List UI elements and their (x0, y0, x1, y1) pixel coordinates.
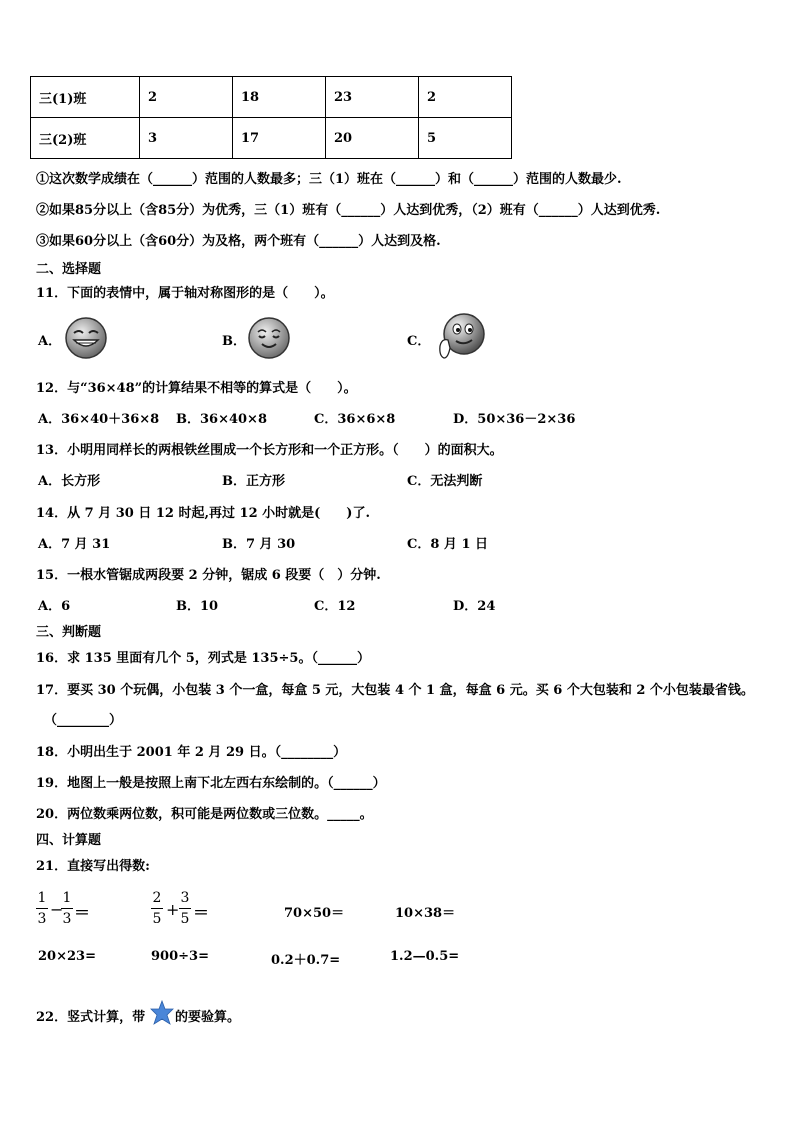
option-a: A．长方形 (38, 474, 101, 489)
answer-blank: （________） (44, 713, 123, 728)
table-question-2: ②如果85分以上（含85分）为优秀，三（1）班有（______）人达到优秀，（2）班有（______）人达到优秀. (36, 203, 661, 218)
fraction (151, 889, 163, 928)
denominator: 5 (180, 911, 190, 927)
question-18: 18．小明出生于 2001 年 2 月 29 日。（________） (36, 745, 347, 760)
numerator: 1 (37, 890, 47, 906)
table-cell: 三(1)班 (31, 77, 140, 118)
calc-item: 20×23= (38, 949, 96, 964)
fraction (179, 889, 191, 928)
grinning-face-icon (64, 316, 108, 364)
question-21: 21．直接写出得数: (36, 859, 150, 874)
question-11: 11．下面的表情中，属于轴对称图形的是（ ）。 (36, 286, 334, 301)
table-row (31, 77, 512, 118)
option-a: A．36×40＋36×8 (38, 412, 160, 427)
option-c: C．36×6×8 (314, 412, 396, 427)
section-title: 四、计算题 (36, 833, 102, 848)
table-cell: 三(2)班 (31, 118, 140, 159)
table-cell: 2 (419, 77, 512, 118)
score-table (30, 76, 512, 159)
question-16: 16．求 135 里面有几个 5，列式是 135÷5。（______） (36, 651, 370, 666)
option-a: A．7 月 31 (38, 537, 111, 552)
numerator: 1 (62, 890, 72, 906)
equals-sign: ＝ (74, 903, 91, 922)
table-cell: 2 (140, 77, 233, 118)
option-b: B．36×40×8 (176, 412, 268, 427)
calc-item: 900÷3= (151, 949, 209, 964)
denominator: 3 (62, 911, 72, 927)
table-cell: 17 (233, 118, 326, 159)
calc-item: 0.2＋0.7= (271, 953, 341, 968)
question-20: 20．两位数乘两位数，积可能是两位数或三位数。_____。 (36, 807, 373, 822)
equals-sign: ＝ (193, 903, 210, 922)
fraction (36, 889, 48, 928)
option-c: C．无法判断 (407, 474, 483, 489)
option-c: C．8 月 1 日 (407, 537, 489, 552)
fraction-bar (61, 908, 73, 909)
question-19: 19．地图上一般是按照上南下北左西右东绘制的。（______） (36, 776, 386, 791)
numerator: 2 (152, 890, 162, 906)
section-title: 三、判断题 (36, 625, 102, 640)
question-15: 15．一根水管锯成两段要 2 分钟，锯成 6 段要（ ）分钟. (36, 568, 381, 583)
calc-item: 10×38＝ (395, 906, 456, 921)
question-14: 14．从 7 月 30 日 12 时起,再过 12 小时就是( )了. (36, 506, 370, 521)
option-a: A． (38, 334, 62, 349)
fraction (61, 889, 73, 928)
numerator: 3 (180, 890, 190, 906)
table-question-1: ①这次数学成绩在（______）范围的人数最多；三（1）班在（______）和（______）范围的人数最少. (36, 172, 622, 187)
option-a: A．6 (38, 599, 71, 614)
option-b: B．7 月 30 (222, 537, 296, 552)
table-row (31, 118, 512, 159)
operator: + (166, 900, 180, 919)
smiling-face-icon (247, 316, 291, 364)
option-d: D．24 (453, 599, 496, 614)
calc-item: 1.2—0.5= (390, 949, 460, 964)
question-17: 17．要买 30 个玩偶，小包装 3 个一盒，每盒 5 元，大包装 4 个 1 盒，每盒 6 元。买 6 个大包装和 2 个小包装最省钱。 (36, 683, 754, 698)
table-cell: 20 (326, 118, 419, 159)
denominator: 5 (152, 911, 162, 927)
option-c: C． (407, 334, 431, 349)
question-22-prefix: 22．竖式计算，带 (36, 1010, 146, 1025)
table-cell: 5 (419, 118, 512, 159)
denominator: 3 (37, 911, 47, 927)
option-b: B．10 (176, 599, 219, 614)
calc-item: 70×50＝ (284, 906, 345, 921)
question-22-suffix: 的要验算。 (175, 1010, 241, 1025)
operator: − (50, 900, 64, 919)
table-cell: 18 (233, 77, 326, 118)
section-title: 二、选择题 (36, 262, 102, 277)
table-question-3: ③如果60分以上（含60分）为及格，两个班有（______）人达到及格. (36, 234, 441, 249)
fraction-bar (151, 908, 163, 909)
option-b: B．正方形 (222, 474, 285, 489)
question-13: 13．小明用同样长的两根铁丝围成一个长方形和一个正方形。（ ）的面积大。 (36, 443, 503, 458)
option-c: C．12 (314, 599, 356, 614)
thinking-face-icon (436, 312, 488, 366)
question-12: 12．与“36×48”的计算结果不相等的算式是（ ）。 (36, 381, 357, 396)
star-icon (150, 1000, 174, 1030)
table-cell: 23 (326, 77, 419, 118)
fraction-bar (179, 908, 191, 909)
option-d: D．50×36－2×36 (453, 412, 576, 427)
fraction-bar (36, 908, 48, 909)
table-cell: 3 (140, 118, 233, 159)
option-b: B． (222, 334, 246, 349)
